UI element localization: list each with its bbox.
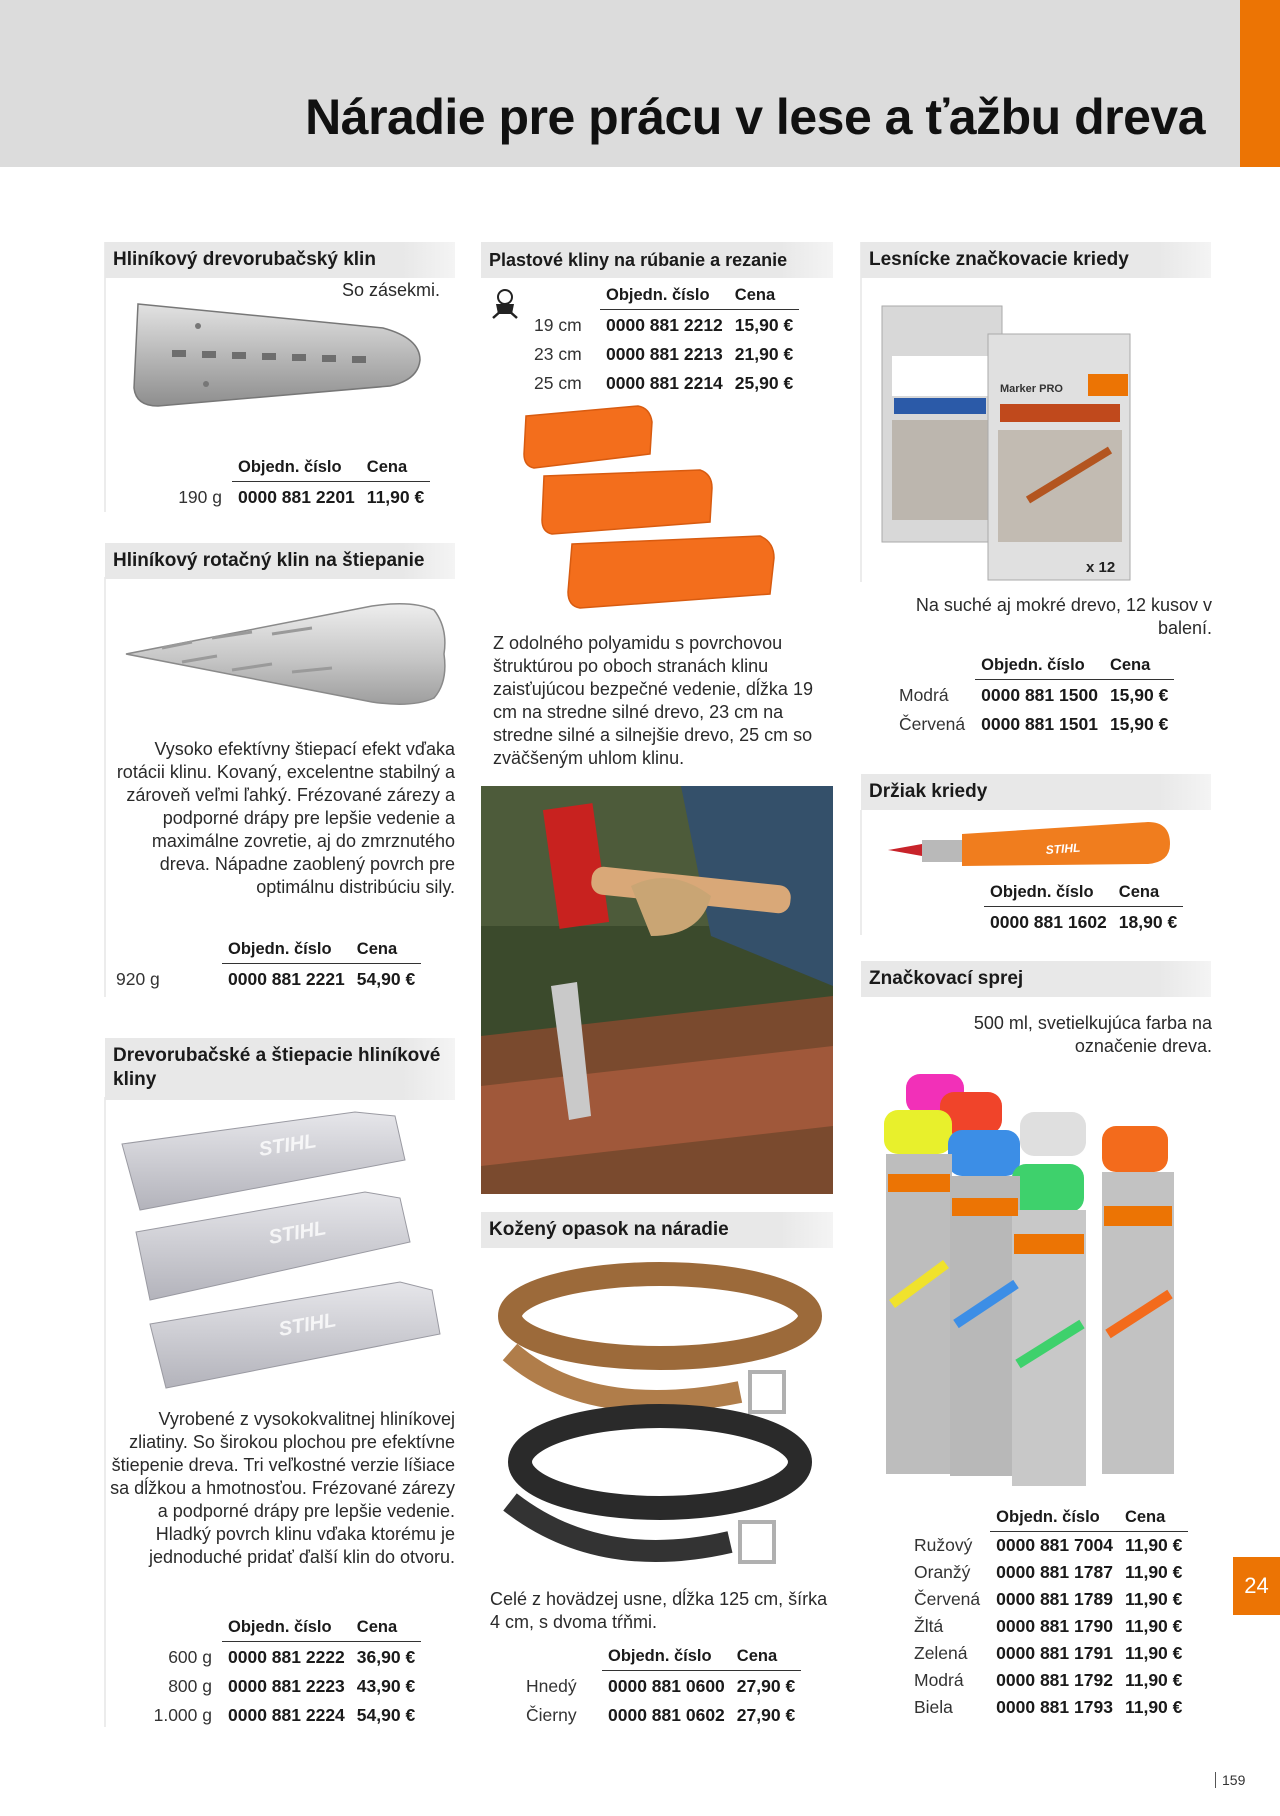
felling-section — [105, 1038, 455, 1100]
price: 15,90 € — [1109, 685, 1169, 705]
order-code: 0000 881 1791 — [996, 1643, 1113, 1663]
price: 36,90 € — [356, 1647, 416, 1667]
table-row — [520, 1700, 801, 1729]
felling-description: Vyrobené z vysokokvalitnej hliníkovej zliatiny. So širokou plochou pre efektívne štiepenie dreva. Tri veľkostné verzie líšiace sa dĺžkou a hmotnosťou. Frézované zárezy a podporné drápy pre lepšie vedenie. Hladký povrch klinu vďaka ktorému je jednoduché pridať ďalší klin do otvoru. — [110, 1409, 455, 1567]
table-row — [908, 1640, 1188, 1667]
price: 11,90 € — [1124, 1670, 1183, 1690]
variant: Modrá — [899, 684, 949, 705]
code-header: Objedn. číslo — [222, 938, 351, 964]
wedge-price-table — [156, 456, 430, 511]
felling-wedges-image — [110, 1104, 450, 1394]
price: 54,90 € — [356, 1705, 416, 1725]
table-row — [528, 339, 799, 368]
order-code: 0000 881 2221 — [228, 969, 345, 989]
marking-chalk-packs-image — [878, 300, 1138, 584]
aluminium-wedge-image — [128, 298, 428, 410]
plastic-price-table — [528, 284, 799, 397]
rotary-price-table — [110, 938, 421, 993]
price-header: Cena — [361, 456, 430, 482]
table-row — [110, 1671, 421, 1700]
order-code: 0000 881 2224 — [228, 1705, 345, 1725]
stihl-logo: STIHL — [1045, 840, 1081, 857]
table-row — [110, 964, 421, 994]
table-row — [528, 310, 799, 340]
price: 11,90 € — [1124, 1589, 1183, 1609]
section-title: Kožený opasok na náradie — [481, 1212, 833, 1248]
table-row — [908, 1694, 1188, 1721]
variant: 190 g — [178, 486, 222, 507]
variant: Modrá — [914, 1670, 964, 1690]
price-header: Cena — [1104, 654, 1174, 680]
order-code: 0000 881 2213 — [606, 344, 723, 364]
price-header: Cena — [729, 284, 799, 310]
chalk-description: Na suché aj mokré drevo, 12 kusov v balení. — [915, 595, 1212, 638]
code-header: Objedn. číslo — [232, 456, 361, 482]
price: 21,90 € — [734, 344, 794, 364]
table-row — [528, 368, 799, 397]
price: 11,90 € — [1124, 1697, 1183, 1717]
variant: Červená — [914, 1589, 981, 1609]
holder-section — [861, 774, 1211, 810]
plastic-wedges-image — [520, 402, 780, 612]
variant: Červená — [899, 714, 966, 734]
variant: Hnedý — [526, 1675, 577, 1696]
stihl-logo: STIHL — [257, 1130, 318, 1161]
section-title: Držiak kriedy — [861, 774, 1211, 810]
order-code: 0000 881 2214 — [606, 373, 723, 393]
order-code: 0000 881 1789 — [996, 1589, 1113, 1609]
code-header: Objedn. číslo — [600, 284, 729, 310]
column-divider — [104, 242, 106, 512]
belt-section — [481, 1212, 833, 1248]
price: 11,90 € — [1124, 1535, 1183, 1555]
price: 54,90 € — [356, 969, 416, 989]
variant: Oranžý — [914, 1562, 971, 1582]
variant: 19 cm — [534, 314, 582, 335]
chalk-section — [861, 242, 1211, 278]
holder-price-table — [984, 881, 1183, 936]
order-code: 0000 881 1787 — [996, 1562, 1113, 1582]
order-code: 0000 881 1790 — [996, 1616, 1113, 1636]
column-divider — [104, 577, 106, 997]
table-row — [893, 709, 1174, 738]
order-code: 0000 881 0600 — [608, 1676, 725, 1696]
price: 27,90 € — [736, 1676, 796, 1696]
table-row — [908, 1667, 1188, 1694]
table-row — [908, 1532, 1188, 1560]
lumberjack-icon — [490, 288, 520, 322]
variant: Ružový — [914, 1534, 973, 1555]
section-number-badge: 24 — [1233, 1557, 1280, 1615]
price: 11,90 € — [1124, 1616, 1183, 1636]
variant: 1.000 g — [153, 1705, 212, 1725]
variant: 25 cm — [534, 373, 582, 393]
variant: Biela — [914, 1697, 953, 1717]
order-code: 0000 881 1501 — [981, 714, 1098, 734]
page-number: 159 — [1215, 1772, 1245, 1788]
variant: Čierny — [526, 1705, 577, 1725]
order-code: 0000 881 1793 — [996, 1697, 1113, 1717]
table-row — [893, 680, 1174, 710]
order-code: 0000 881 2222 — [228, 1647, 345, 1667]
section-title: Hliníkový drevorubačský klin — [105, 242, 455, 278]
pack-label: Marker PRO — [1000, 383, 1063, 395]
price: 11,90 € — [1124, 1562, 1183, 1582]
page-title: Náradie pre prácu v lese a ťažbu dreva — [305, 89, 1205, 145]
code-header: Objedn. číslo — [990, 1506, 1119, 1532]
table-row — [984, 907, 1183, 937]
price: 43,90 € — [356, 1676, 416, 1696]
variant: 23 cm — [534, 344, 582, 364]
spray-section — [861, 961, 1211, 997]
order-code: 0000 881 1602 — [990, 912, 1107, 932]
table-row — [908, 1613, 1188, 1640]
wedge-note: So zásekmi. — [341, 280, 440, 300]
section-title: Hliníkový rotačný klin na štiepanie — [105, 543, 455, 579]
table-row — [908, 1586, 1188, 1613]
table-row — [520, 1671, 801, 1701]
header-accent-bar — [1240, 0, 1280, 167]
spray-description: 500 ml, svetielkujúca farba na označenie dreva. — [973, 1013, 1212, 1056]
felling-price-table — [110, 1616, 421, 1729]
price: 27,90 € — [736, 1705, 796, 1725]
price-header: Cena — [1119, 1506, 1188, 1532]
rotary-section — [105, 543, 455, 579]
price-header: Cena — [731, 1645, 801, 1671]
table-row — [110, 1642, 421, 1672]
order-code: 0000 881 1500 — [981, 685, 1098, 705]
rotary-description: Vysoko efektívny štiepací efekt vďaka rotácii klinu. Kovaný, excelentne stabilný a zároveň veľmi ľahký. Frézované zárezy a podporné drápy pre lepšie vedenie a maximálne zovretie, aj do zmrznutého dreva. Nápadne zaoblený povrch pre optimálnu distribúciu sily. — [116, 739, 455, 897]
table-row — [110, 1700, 421, 1729]
splitting-photo — [481, 786, 833, 1194]
price: 18,90 € — [1118, 912, 1178, 932]
variant: Zelená — [914, 1643, 968, 1663]
price: 25,90 € — [734, 373, 794, 393]
column-divider — [860, 810, 862, 935]
order-code: 0000 881 7004 — [996, 1535, 1113, 1555]
belt-description: Celé z hovädzej usne, dĺžka 125 cm, šírka 4 cm, s dvoma tŕňmi. — [490, 1589, 828, 1632]
leather-belt-image — [490, 1262, 830, 1582]
spray-price-table — [908, 1506, 1188, 1721]
variant: 920 g — [116, 968, 160, 989]
variant: Žltá — [914, 1616, 944, 1636]
price-header: Cena — [351, 1616, 421, 1642]
column-divider — [860, 242, 862, 582]
column-divider — [104, 1097, 106, 1727]
marking-spray-cans-image — [876, 1064, 1194, 1490]
code-header: Objedn. číslo — [222, 1616, 351, 1642]
table-row — [156, 482, 430, 512]
order-code: 0000 881 0602 — [608, 1705, 725, 1725]
code-header: Objedn. číslo — [602, 1645, 731, 1671]
order-code: 0000 881 2223 — [228, 1676, 345, 1696]
price: 15,90 € — [734, 315, 794, 335]
variant: 600 g — [168, 1646, 212, 1667]
plastic-section — [481, 242, 833, 278]
section-title: Plastové kliny na rúbanie a rezanie — [481, 242, 833, 278]
price: 11,90 € — [366, 487, 425, 507]
wedge-section — [105, 242, 455, 278]
section-title: Lesnícke značkovacie kriedy — [861, 242, 1211, 278]
table-row — [908, 1559, 1188, 1586]
belt-price-table — [520, 1645, 801, 1729]
chalk-holder-image — [886, 818, 1176, 880]
stihl-logo: STIHL — [277, 1309, 338, 1341]
rotary-wedge-image — [122, 598, 448, 710]
price: 15,90 € — [1109, 714, 1169, 734]
section-title: Drevorubačské a štiepacie hliníkové kliny — [105, 1038, 455, 1100]
price-header: Cena — [351, 938, 421, 964]
order-code: 0000 881 1792 — [996, 1670, 1113, 1690]
plastic-description: Z odolného polyamidu s povrchovou štruktúrou po oboch stranách klinu zaisťujúcou bezpečné vedenie, dĺžka 19 cm na stredne silné drevo, 23 cm na stredne silné a silnejšie drevo, 25 cm so zväčšeným uhlom klinu. — [493, 633, 813, 768]
chalk-price-table — [893, 654, 1174, 738]
price-header: Cena — [1113, 881, 1183, 907]
section-title: Značkovací sprej — [861, 961, 1211, 997]
code-header: Objedn. číslo — [975, 654, 1104, 680]
stihl-logo: STIHL — [267, 1217, 328, 1249]
order-code: 0000 881 2201 — [238, 487, 355, 507]
order-code: 0000 881 2212 — [606, 315, 723, 335]
price: 11,90 € — [1124, 1643, 1183, 1663]
pack-count: x 12 — [1086, 559, 1116, 576]
code-header: Objedn. číslo — [984, 881, 1113, 907]
variant: 800 g — [168, 1676, 212, 1696]
